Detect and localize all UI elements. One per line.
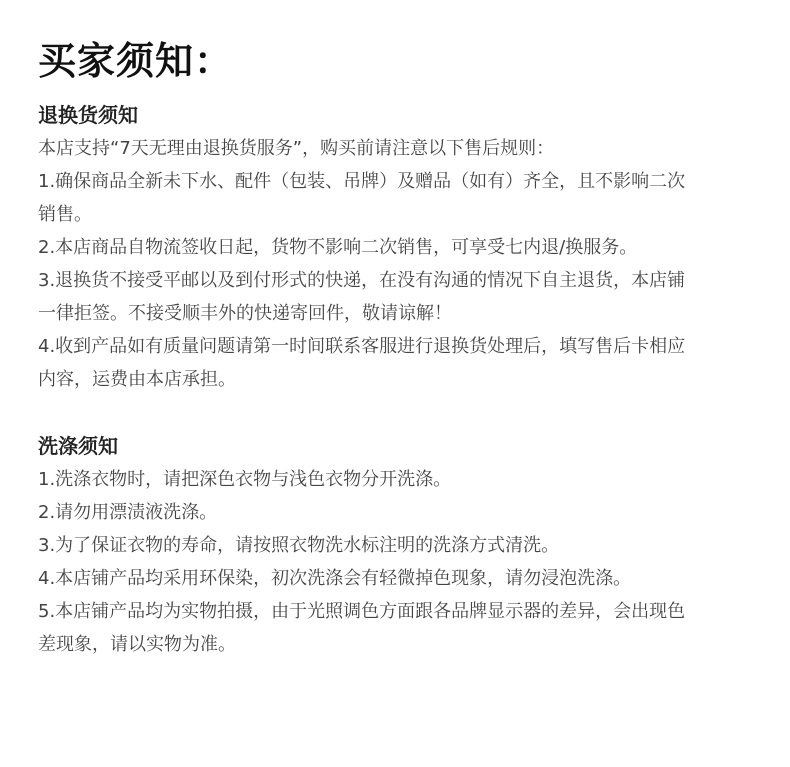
returns-rule: 1.确保商品全新未下水、配件（包装、吊牌）及赠品（如有）齐全，且不影响二次 销售。 <box>38 171 686 225</box>
returns-heading: 退换货须知 <box>38 103 138 127</box>
page-title: 买家须知： <box>38 39 234 83</box>
washing-rule: 5.本店铺产品均为实物拍摄，由于光照调色方面跟各品牌显示器的差异，会出现色 差现象，请以实物为准。 <box>38 601 686 655</box>
returns-section <box>38 98 752 396</box>
returns-rule: 3.退换货不接受平邮以及到付形式的快递，在没有沟通的情况下自主退货，本店铺 一律拒签。不接受顺丰外的快递寄回件，敬请谅解！ <box>38 270 686 324</box>
washing-rule: 4.本店铺产品均采用环保染，初次洗涤会有轻微掉色现象，请勿浸泡洗涤。 <box>38 568 632 589</box>
washing-section <box>38 429 752 661</box>
washing-rule: 3.为了保证衣物的寿命，请按照衣物洗水标注明的洗涤方式清洗。 <box>38 535 560 556</box>
returns-intro: 本店支持“7天无理由退换货服务”，购买前请注意以下售后规则： <box>38 138 555 159</box>
returns-rule: 2.本店商品自物流签收日起，货物不影响二次销售，可享受七内退/换服务。 <box>38 237 638 258</box>
washing-heading: 洗涤须知 <box>38 434 118 458</box>
washing-rule: 2.请勿用漂渍液洗涤。 <box>38 502 218 523</box>
washing-rule: 1.洗涤衣物时，请把深色衣物与浅色衣物分开洗涤。 <box>38 469 452 490</box>
returns-rule: 4.收到产品如有质量问题请第一时间联系客服进行退换货处理后，填写售后卡相应 内容，运费由本店承担。 <box>38 336 686 390</box>
